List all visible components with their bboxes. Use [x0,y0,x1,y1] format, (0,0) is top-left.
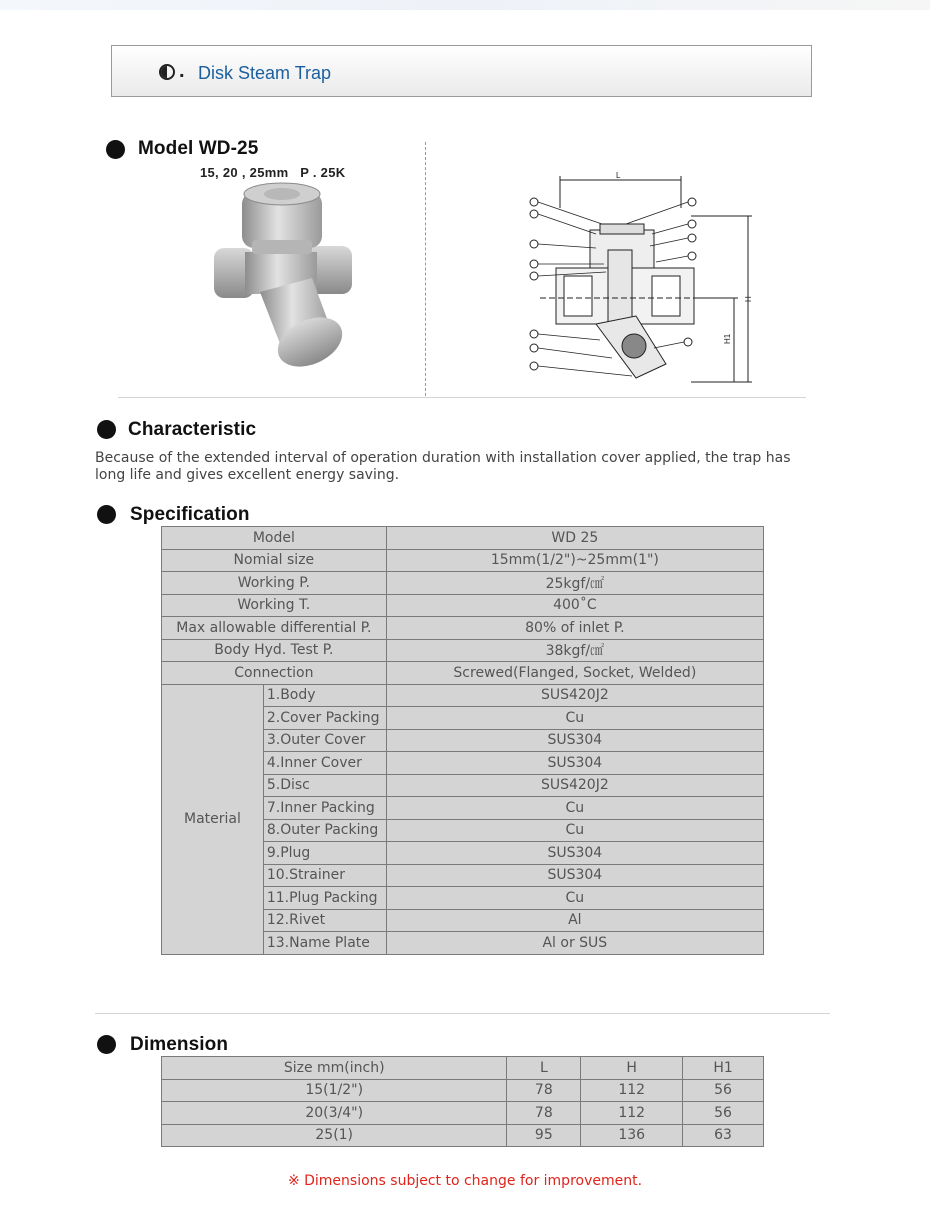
material-value: Cu [386,819,763,842]
table-row [162,662,764,685]
table-cell: 20(3/4") [162,1102,507,1125]
table-row [162,527,764,550]
table-cell: 112 [581,1102,683,1125]
material-part: 1.Body [263,684,386,707]
cross-section-drawing [516,168,762,390]
table-cell: 15(1/2") [162,1079,507,1102]
table-cell: 56 [683,1079,764,1102]
material-part: 8.Outer Packing [263,819,386,842]
top-strip [0,0,930,10]
model-subtitle: 15, 20 , 25mm P . 25K [200,165,346,180]
table-cell: 78 [507,1079,581,1102]
table-row [162,617,764,640]
characteristic-heading: Characteristic [128,419,257,440]
section-divider [425,142,426,396]
material-part: 10.Strainer [263,864,386,887]
bullet-icon [97,420,116,439]
table-cell: 63 [683,1124,764,1147]
material-value: SUS420J2 [386,684,763,707]
material-part: 9.Plug [263,842,386,865]
table-row [162,594,764,617]
spec-label: Max allowable differential P. [162,617,387,640]
characteristic-text: Because of the extended interval of operation duration with installation cover applied, the trap has long life and gives excellent energy saving. [95,450,791,483]
material-part: 2.Cover Packing [263,707,386,730]
material-value: SUS304 [386,864,763,887]
spec-value: 25kgf/㎠ [386,572,763,595]
spec-label: Nomial size [162,549,387,572]
title-dot: . [179,60,185,82]
material-value: Al or SUS [386,932,763,955]
table-row [162,684,764,707]
material-value: Al [386,909,763,932]
title-banner [111,45,812,97]
half-circle-icon [159,64,175,80]
spec-label: Body Hyd. Test P. [162,639,387,662]
spec-value: 38kgf/㎠ [386,639,763,662]
material-label: Material [162,684,264,954]
bullet-icon [106,140,125,159]
dimension-label-l: L [616,171,621,180]
material-part: 11.Plug Packing [263,887,386,910]
table-cell: 56 [683,1102,764,1125]
column-header: L [507,1057,581,1080]
material-part: 3.Outer Cover [263,729,386,752]
spec-value: 400˚C [386,594,763,617]
bullet-icon [97,505,116,524]
material-value: Cu [386,887,763,910]
table-cell: 25(1) [162,1124,507,1147]
spec-value: WD 25 [386,527,763,550]
dimension-label-h: H [744,296,753,302]
model-title: Model WD-25 [138,138,259,159]
divider-line [95,1013,830,1014]
spec-label: Model [162,527,387,550]
divider-line [118,397,806,398]
material-value: SUS304 [386,752,763,775]
table-row [162,1124,764,1147]
page-title: Disk Steam Trap [198,63,332,83]
dimension-note: ※ Dimensions subject to change for improvement. [287,1173,643,1189]
material-part: 7.Inner Packing [263,797,386,820]
material-part: 4.Inner Cover [263,752,386,775]
material-part: 5.Disc [263,774,386,797]
spec-label: Working P. [162,572,387,595]
bullet-icon [97,1035,116,1054]
column-header: Size mm(inch) [162,1057,507,1080]
spec-value: 15mm(1/2")~25mm(1") [386,549,763,572]
table-cell: 112 [581,1079,683,1102]
table-cell: 95 [507,1124,581,1147]
table-row [162,1102,764,1125]
material-value: SUS304 [386,729,763,752]
dimension-table [161,1056,764,1147]
spec-value: Screwed(Flanged, Socket, Welded) [386,662,763,685]
material-value: Cu [386,707,763,730]
dimension-label-h1: H1 [723,333,732,344]
table-header-row [162,1057,764,1080]
material-value: SUS420J2 [386,774,763,797]
table-cell: 78 [507,1102,581,1125]
table-row [162,572,764,595]
material-value: SUS304 [386,842,763,865]
spec-label: Working T. [162,594,387,617]
table-cell: 136 [581,1124,683,1147]
spec-value: 80% of inlet P. [386,617,763,640]
table-row [162,639,764,662]
column-header: H1 [683,1057,764,1080]
material-part: 13.Name Plate [263,932,386,955]
column-header: H [581,1057,683,1080]
spec-label: Connection [162,662,387,685]
table-row [162,549,764,572]
table-row [162,1079,764,1102]
product-photo [200,182,376,382]
material-part: 12.Rivet [263,909,386,932]
dimension-heading: Dimension [130,1034,229,1055]
specification-table [161,526,764,955]
specification-heading: Specification [130,504,250,525]
material-value: Cu [386,797,763,820]
